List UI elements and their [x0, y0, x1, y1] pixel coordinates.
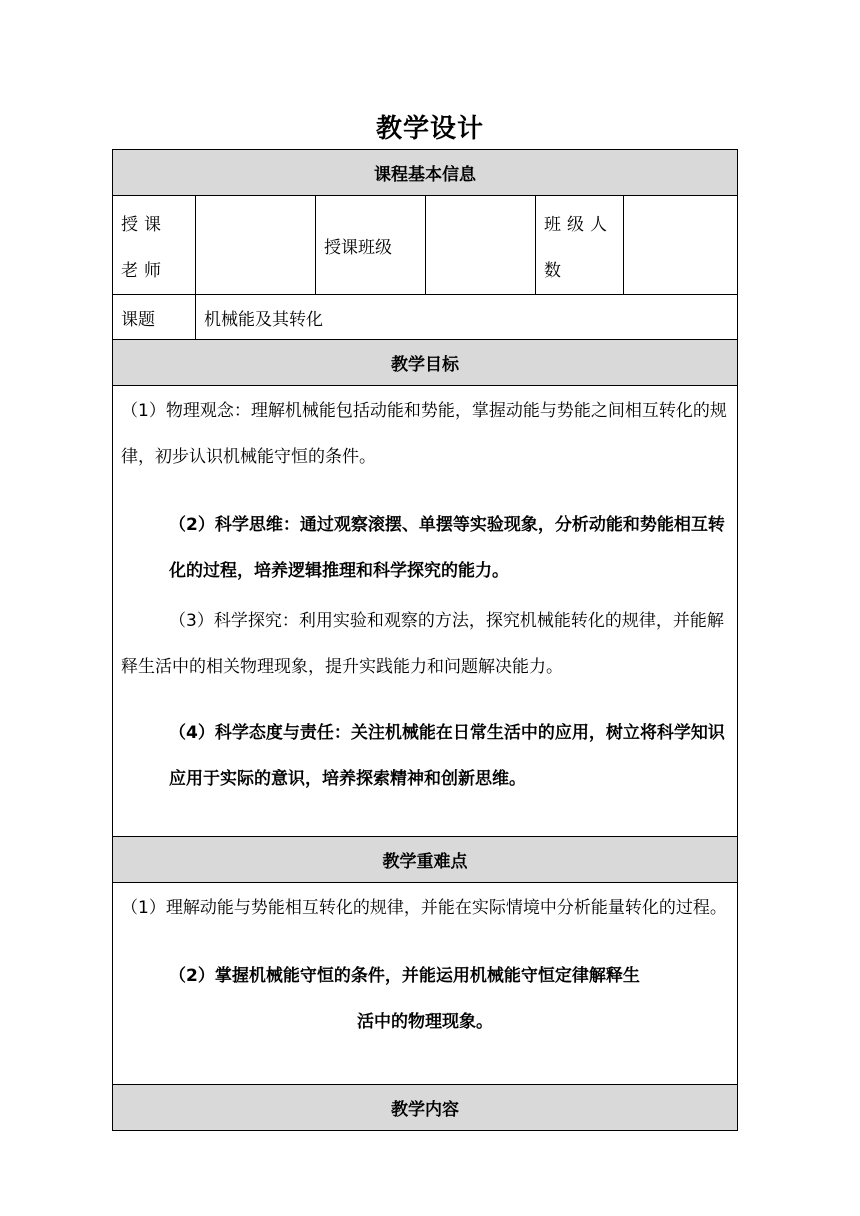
section-key-points: 教学重难点 [113, 837, 738, 883]
count-label: 班级人数 [536, 196, 624, 295]
objective-2: （2）科学思维：通过观察滚摆、单摆等实验现象，分析动能和势能相互转化的过程，培养逻辑推理和科学探究的能力。 [169, 515, 725, 581]
topic-value: 机械能及其转化 [196, 295, 738, 340]
topic-label: 课题 [113, 295, 196, 340]
teacher-value [196, 196, 316, 295]
section-basic-info: 课程基本信息 [113, 150, 738, 196]
key-point-1: （1）理解动能与势能相互转化的规律，并能在实际情境中分析能量转化的过程。 [121, 898, 727, 918]
objective-1: （1）物理观念：理解机械能包括动能和势能，掌握动能与势能之间相互转化的规律，初步认识机械能守恒的条件。 [121, 401, 727, 467]
section-content: 教学内容 [113, 1085, 738, 1131]
page-title: 教学设计 [375, 114, 484, 144]
key-points-cell [113, 883, 738, 1085]
key-point-2: （2）掌握机械能守恒的条件，并能运用机械能守恒定律解释生 [169, 966, 640, 986]
key-point-2-tail: 活中的物理现象。 [357, 1012, 494, 1032]
objective-4: （4）科学态度与责任：关注机械能在日常生活中的应用，树立将科学知识应用于实际的意识，培养探索精神和创新思维。 [169, 723, 725, 789]
objective-3: （3）科学探究：利用实验和观察的方法，探究机械能转化的规律，并能解释生活中的相关物理现象，提升实践能力和问题解决能力。 [121, 611, 724, 677]
objectives-cell [113, 386, 738, 837]
count-value [624, 196, 738, 295]
class-label: 授课班级 [316, 196, 426, 295]
class-value [426, 196, 536, 295]
lesson-plan-table [112, 149, 738, 1131]
section-objectives: 教学目标 [113, 340, 738, 386]
teacher-label: 授课老师 [113, 196, 196, 295]
